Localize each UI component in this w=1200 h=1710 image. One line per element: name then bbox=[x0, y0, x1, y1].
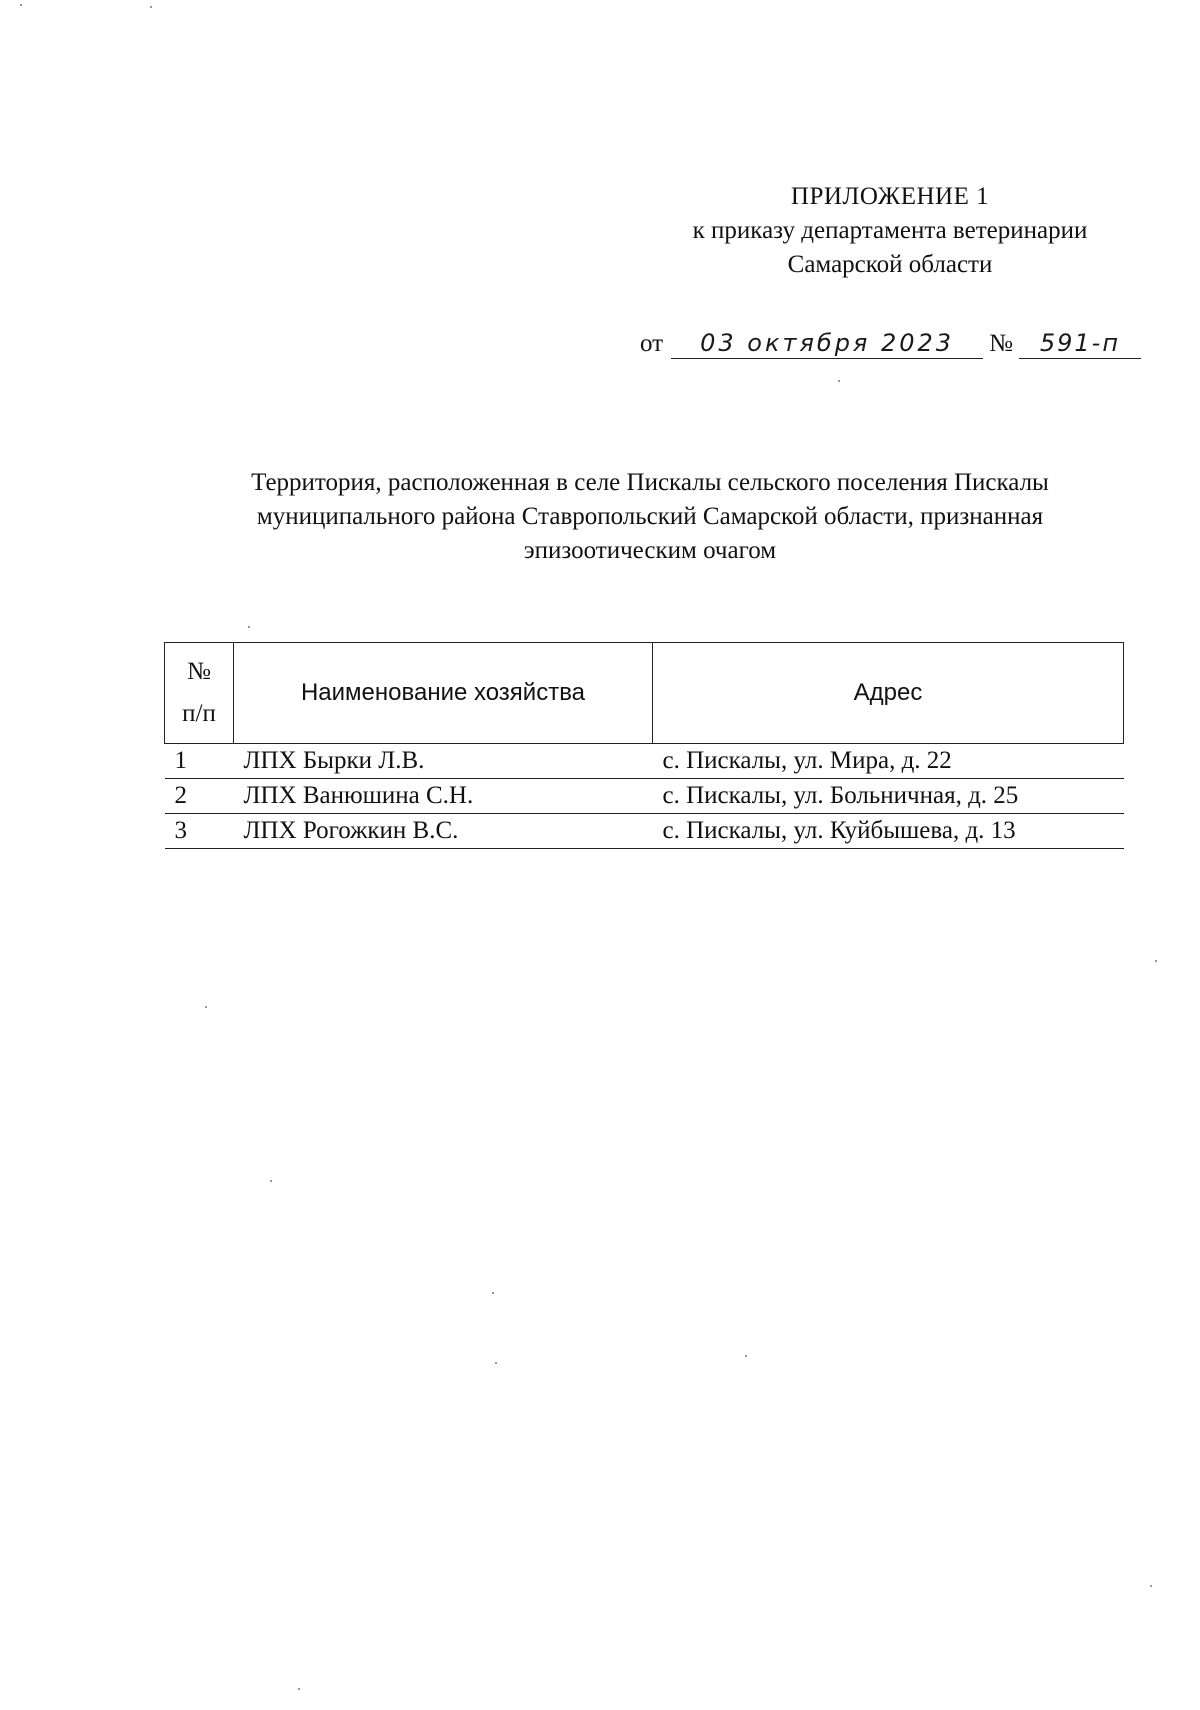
table-row bbox=[165, 814, 1124, 849]
row-number: 1 bbox=[165, 744, 234, 779]
appendix-line-2: Самарской области bbox=[787, 251, 993, 278]
table-row bbox=[165, 779, 1124, 814]
table-row bbox=[165, 744, 1124, 779]
order-number-handwritten: 591-п bbox=[1019, 330, 1141, 359]
header-number-abbrev: п/п bbox=[182, 700, 216, 727]
row-farm-name: ЛПХ Бырки Л.В. bbox=[234, 744, 653, 779]
header-address: Адрес bbox=[653, 643, 1124, 744]
document-title-line-3: эпизоотическим очагом bbox=[523, 537, 777, 564]
header-number-symbol: № bbox=[187, 658, 211, 685]
scan-speck bbox=[838, 380, 840, 382]
order-number-label: № bbox=[989, 330, 1013, 357]
scan-speck bbox=[248, 626, 250, 628]
document-title bbox=[150, 466, 1150, 568]
scan-speck bbox=[270, 1180, 272, 1182]
scan-speck bbox=[495, 1362, 497, 1364]
row-number: 2 bbox=[165, 779, 234, 814]
header-number bbox=[165, 643, 234, 744]
row-address: с. Пискалы, ул. Больничная, д. 25 bbox=[653, 779, 1124, 814]
order-reference bbox=[640, 330, 1141, 359]
order-from-label: от bbox=[640, 330, 664, 357]
row-farm-name: ЛПХ Рогожкин В.С. bbox=[234, 814, 653, 849]
row-address: с. Пискалы, ул. Куйбышева, д. 13 bbox=[653, 814, 1124, 849]
farms-table bbox=[164, 642, 1124, 849]
appendix-header bbox=[640, 180, 1140, 282]
header-farm-name: Наименование хозяйства bbox=[234, 643, 653, 744]
document-title-line-1: Территория, расположенная в селе Пискалы сельского поселения Пискалы bbox=[251, 469, 1049, 496]
row-address: с. Пискалы, ул. Мира, д. 22 bbox=[653, 744, 1124, 779]
scan-speck bbox=[1155, 960, 1157, 962]
appendix-line-1: к приказу департамента ветеринарии bbox=[692, 217, 1088, 244]
scan-speck bbox=[492, 1292, 494, 1294]
scan-speck bbox=[150, 6, 152, 8]
scan-speck bbox=[745, 1355, 747, 1357]
row-farm-name: ЛПХ Ванюшина С.Н. bbox=[234, 779, 653, 814]
scan-speck bbox=[298, 1688, 300, 1690]
scan-speck bbox=[20, 4, 22, 6]
order-date-handwritten: 03 октября 2023 bbox=[671, 330, 983, 359]
appendix-title: ПРИЛОЖЕНИЕ 1 bbox=[790, 183, 990, 210]
document-title-line-2: муниципального района Ставропольский Самарской области, признанная bbox=[256, 503, 1044, 530]
scan-speck bbox=[205, 1006, 207, 1008]
row-number: 3 bbox=[165, 814, 234, 849]
scan-speck bbox=[1150, 1585, 1152, 1587]
table-header-row bbox=[165, 643, 1124, 744]
